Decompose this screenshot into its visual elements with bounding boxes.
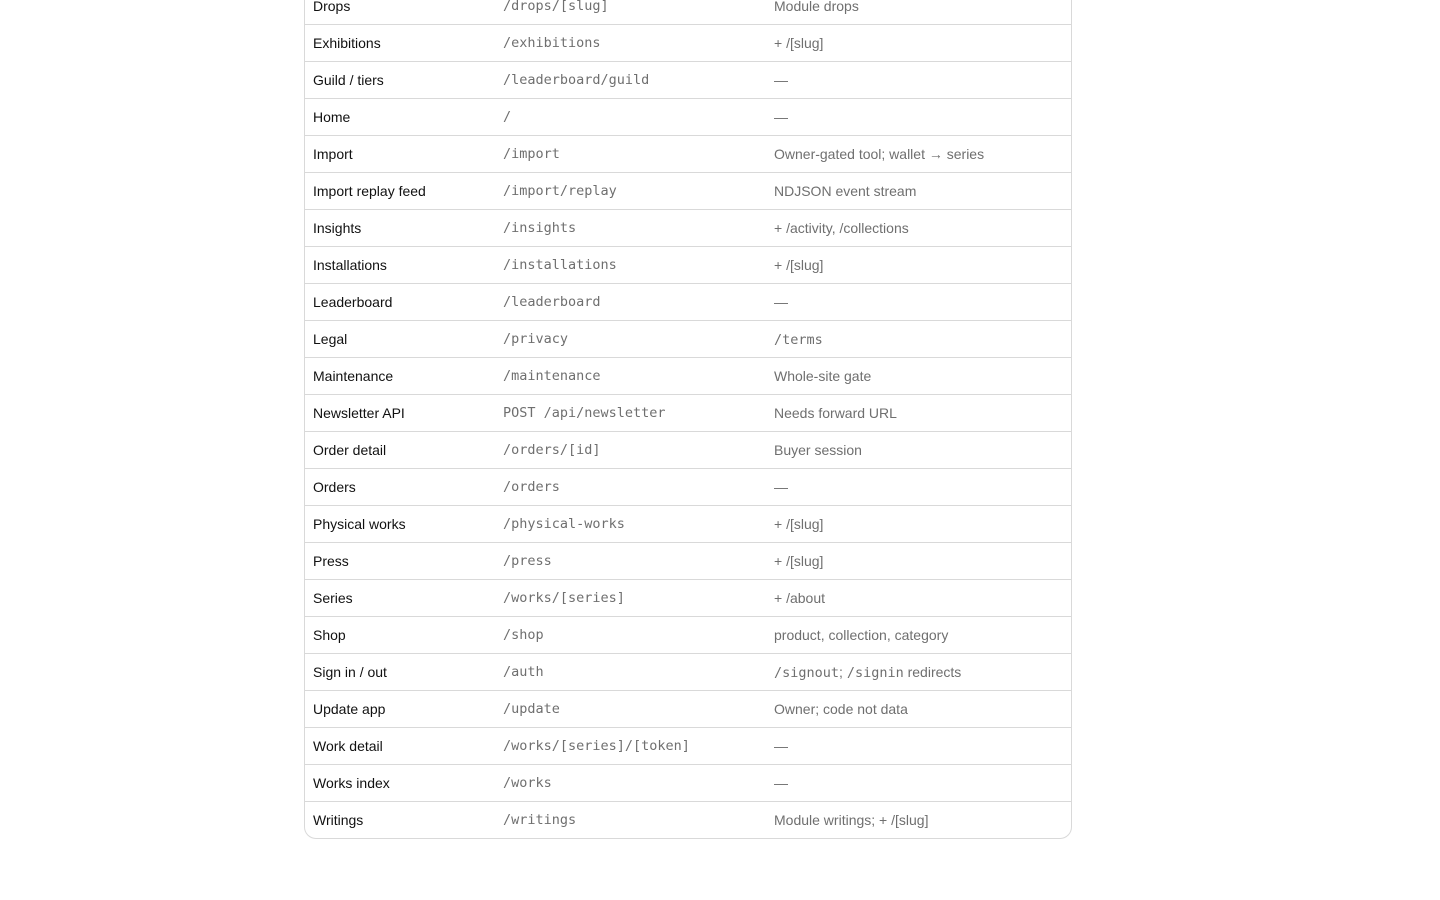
route-name-cell: Press xyxy=(313,553,349,569)
routes-table-body xyxy=(305,0,1071,838)
route-notes-cell xyxy=(774,738,1071,754)
route-name-cell: Series xyxy=(313,590,353,606)
route-path-cell: /shop xyxy=(503,627,544,643)
route-notes-cell xyxy=(774,553,1071,569)
table-row xyxy=(305,284,1071,321)
route-notes-cell xyxy=(774,664,1071,681)
route-notes-cell xyxy=(774,183,1071,199)
route-path-cell: /leaderboard/guild xyxy=(503,72,650,88)
route-notes-cell xyxy=(774,220,1071,236)
route-name-cell: Import replay feed xyxy=(313,183,426,199)
notes-segment: + /about xyxy=(774,590,825,606)
route-name-cell: Orders xyxy=(313,479,356,495)
table-row xyxy=(305,136,1071,173)
route-name-cell: Writings xyxy=(313,812,364,828)
route-name-cell: Import xyxy=(313,146,353,162)
route-path-cell: /orders xyxy=(503,479,560,495)
route-path-cell: /import xyxy=(503,146,560,162)
notes-segment: ; xyxy=(839,663,847,680)
route-notes-cell xyxy=(774,294,1071,310)
route-name-cell: Work detail xyxy=(313,738,383,754)
notes-segment: Buyer session xyxy=(774,442,862,458)
table-row xyxy=(305,580,1071,617)
route-notes-cell xyxy=(774,257,1071,273)
route-name-cell: Maintenance xyxy=(313,368,394,384)
table-row xyxy=(305,728,1071,765)
route-notes-cell xyxy=(774,627,1071,643)
notes-segment: + /[slug] xyxy=(774,35,824,51)
route-notes-cell xyxy=(774,775,1071,791)
route-path-cell: /works/[series] xyxy=(503,590,625,606)
route-name-cell: Physical works xyxy=(313,516,406,532)
route-name-cell: Shop xyxy=(313,627,346,643)
route-path-cell: /works/[series]/[token] xyxy=(503,738,690,754)
route-path-cell: /privacy xyxy=(503,331,569,347)
route-notes-cell xyxy=(774,72,1071,88)
notes-segment: /terms xyxy=(774,331,823,348)
route-name-cell: Newsletter API xyxy=(313,405,405,421)
notes-segment: — xyxy=(774,775,788,791)
route-name-cell: Sign in / out xyxy=(313,664,387,680)
notes-segment: Owner-gated tool; wallet → series xyxy=(774,146,985,162)
route-path-cell: /maintenance xyxy=(503,368,601,384)
route-notes-cell xyxy=(774,479,1071,495)
notes-segment: product, collection, category xyxy=(774,627,949,643)
route-path-cell: /auth xyxy=(503,664,544,680)
route-notes-cell xyxy=(774,331,1071,348)
route-path-cell: /update xyxy=(503,701,560,717)
route-path-cell: /import/replay xyxy=(503,183,617,199)
notes-segment: — xyxy=(774,738,788,754)
table-row xyxy=(305,247,1071,284)
table-row xyxy=(305,469,1071,506)
route-notes-cell xyxy=(774,0,1071,14)
route-name-cell: Installations xyxy=(313,257,387,273)
route-path-cell: /installations xyxy=(503,257,617,273)
route-notes-cell xyxy=(774,35,1071,51)
route-name-cell: Leaderboard xyxy=(313,294,393,310)
notes-segment: NDJSON event stream xyxy=(774,183,917,199)
notes-segment: /signout xyxy=(774,664,840,681)
route-path-cell: /leaderboard xyxy=(503,294,601,310)
route-name-cell: Exhibitions xyxy=(313,35,381,51)
table-row xyxy=(305,654,1071,691)
table-row xyxy=(305,173,1071,210)
route-notes-cell xyxy=(774,812,1071,828)
route-name-cell: Guild / tiers xyxy=(313,72,384,88)
route-notes-cell xyxy=(774,146,1071,162)
notes-segment: Owner; code not data xyxy=(774,701,908,717)
route-notes-cell xyxy=(774,701,1071,717)
notes-segment: redirects xyxy=(903,663,962,680)
table-row xyxy=(305,432,1071,469)
route-path-cell: POST /api/newsletter xyxy=(503,405,666,421)
route-notes-cell xyxy=(774,590,1071,606)
route-notes-cell xyxy=(774,405,1071,421)
route-notes-cell xyxy=(774,368,1071,384)
table-row xyxy=(305,358,1071,395)
table-row xyxy=(305,210,1071,247)
table-row xyxy=(305,321,1071,358)
route-path-cell: /physical-works xyxy=(503,516,625,532)
route-name-cell: Legal xyxy=(313,331,348,347)
route-path-cell: /orders/[id] xyxy=(503,442,601,458)
route-path-cell: /insights xyxy=(503,220,577,236)
notes-segment: + /activity, /collections xyxy=(774,220,909,236)
table-row xyxy=(305,691,1071,728)
route-path-cell: /works xyxy=(503,775,552,791)
notes-segment: — xyxy=(774,294,788,310)
route-notes-cell xyxy=(774,516,1071,532)
notes-segment: + /[slug] xyxy=(774,257,824,273)
notes-segment: — xyxy=(774,109,788,125)
notes-segment: Module writings; + /[slug] xyxy=(774,812,929,828)
notes-segment: — xyxy=(774,479,788,495)
route-path-cell: /drops/[slug] xyxy=(503,0,609,14)
route-notes-cell xyxy=(774,442,1071,458)
table-row xyxy=(305,62,1071,99)
notes-segment: /signin xyxy=(846,664,904,681)
route-notes-cell xyxy=(774,109,1071,125)
route-path-cell: /press xyxy=(503,553,552,569)
table-row xyxy=(305,25,1071,62)
notes-segment: Needs forward URL xyxy=(774,405,897,421)
notes-segment: — xyxy=(774,72,788,88)
route-name-cell: Insights xyxy=(313,220,362,236)
table-row xyxy=(305,506,1071,543)
table-row xyxy=(305,765,1071,802)
table-row xyxy=(305,99,1071,136)
route-path-cell: /writings xyxy=(503,812,577,828)
table-row xyxy=(305,543,1071,580)
route-name-cell: Home xyxy=(313,109,351,125)
table-row xyxy=(305,617,1071,654)
table-row xyxy=(305,802,1071,838)
table-row xyxy=(305,0,1071,25)
table-row xyxy=(305,395,1071,432)
route-path-cell: /exhibitions xyxy=(503,35,601,51)
route-name-cell: Drops xyxy=(313,0,351,14)
route-name-cell: Update app xyxy=(313,701,386,717)
notes-segment: Module drops xyxy=(774,0,859,14)
routes-table xyxy=(304,0,1072,839)
notes-segment: + /[slug] xyxy=(774,516,824,532)
route-name-cell: Works index xyxy=(313,775,390,791)
notes-segment: + /[slug] xyxy=(774,553,824,569)
route-path-cell: / xyxy=(503,109,512,125)
route-name-cell: Order detail xyxy=(313,442,387,458)
notes-segment: Whole-site gate xyxy=(774,368,872,384)
